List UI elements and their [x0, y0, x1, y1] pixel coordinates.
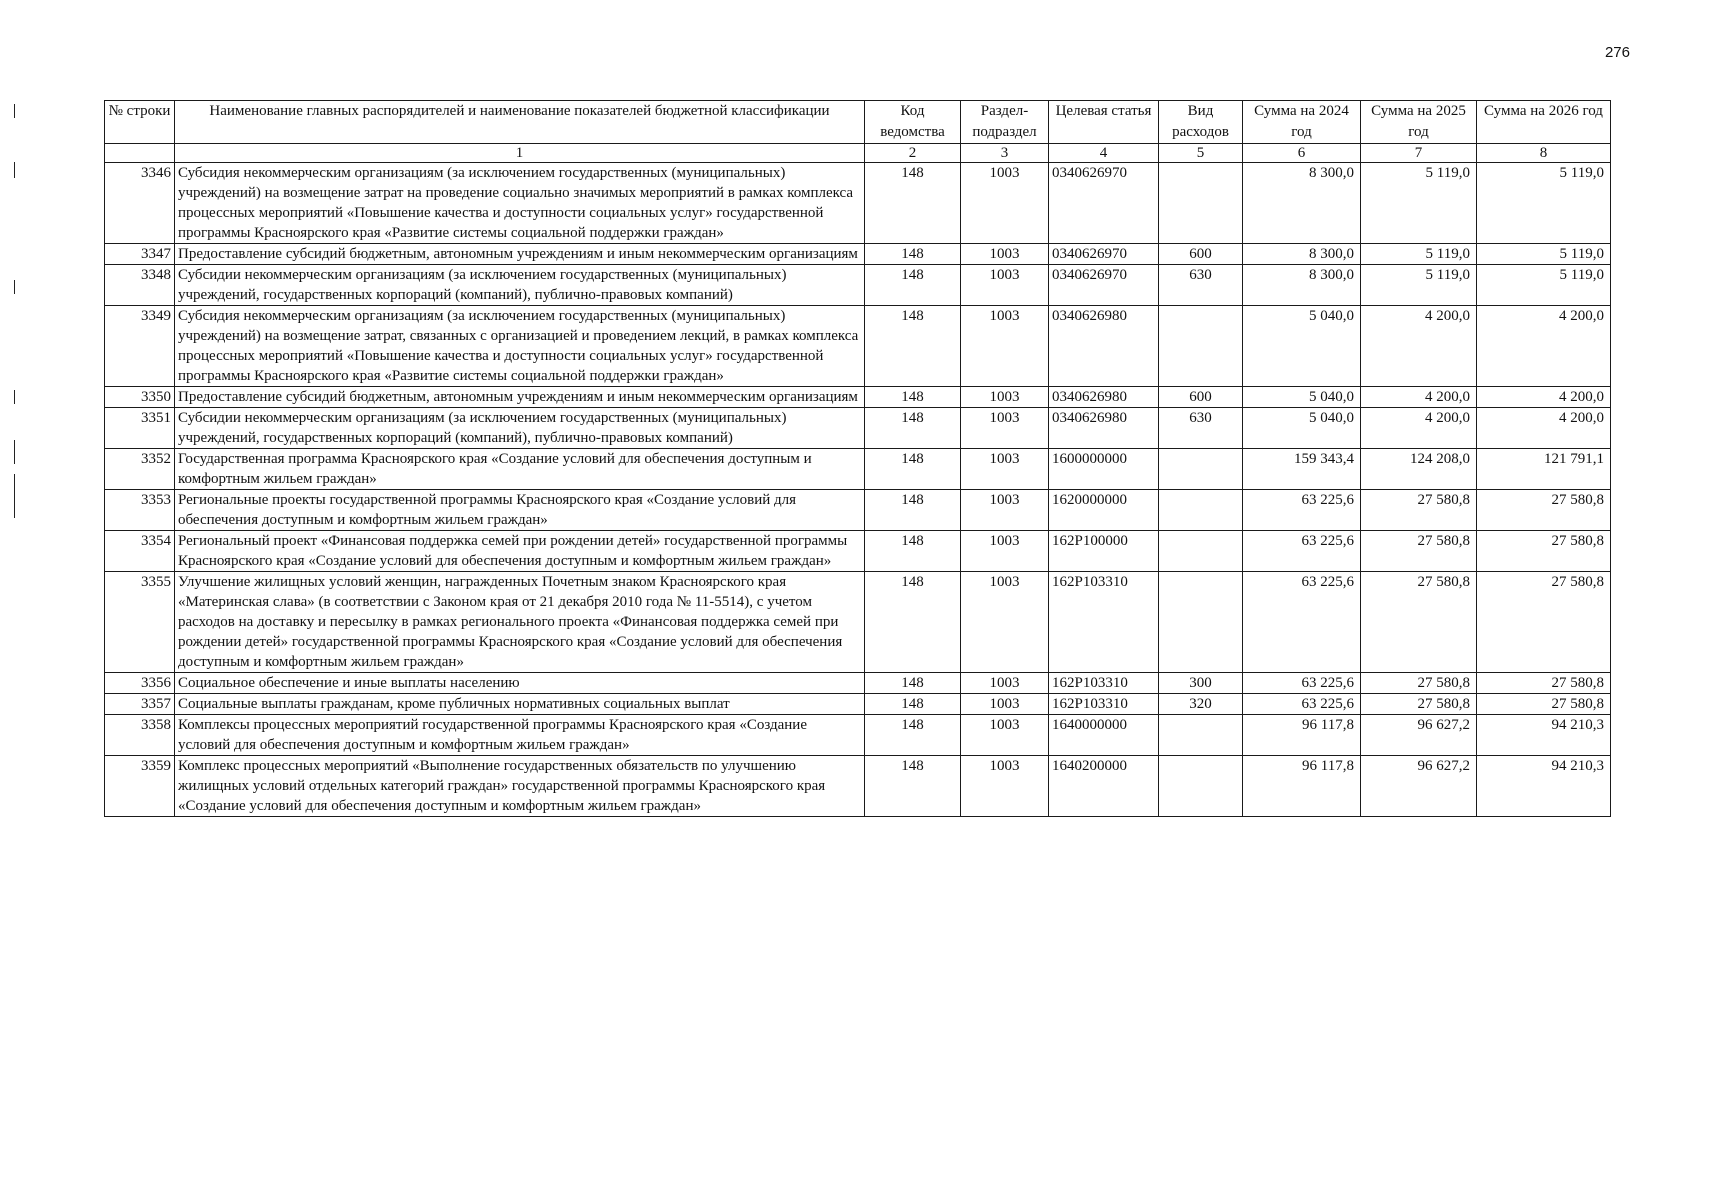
section-code: 1003	[961, 756, 1049, 817]
expense-type	[1159, 756, 1243, 817]
row-name: Предоставление субсидий бюджетным, автономным учреждениям и иным некоммерческим организациям	[175, 244, 865, 265]
target-article: 0340626970	[1049, 265, 1159, 306]
sum-2026: 27 580,8	[1477, 572, 1611, 673]
section-code: 1003	[961, 408, 1049, 449]
table-row	[105, 756, 1611, 817]
table-row	[105, 715, 1611, 756]
sum-2025: 27 580,8	[1361, 531, 1477, 572]
row-number: 3359	[105, 756, 175, 817]
sum-2025: 27 580,8	[1361, 694, 1477, 715]
sum-2026: 94 210,3	[1477, 715, 1611, 756]
col-header-section: Раздел-подраздел	[961, 101, 1049, 144]
target-article: 162P103310	[1049, 572, 1159, 673]
department-code: 148	[865, 265, 961, 306]
department-code: 148	[865, 306, 961, 387]
row-number: 3352	[105, 449, 175, 490]
sum-2026: 5 119,0	[1477, 163, 1611, 244]
sum-2025: 27 580,8	[1361, 673, 1477, 694]
table-row	[105, 163, 1611, 244]
expense-type: 600	[1159, 387, 1243, 408]
department-code: 148	[865, 490, 961, 531]
department-code: 148	[865, 756, 961, 817]
target-article: 1620000000	[1049, 490, 1159, 531]
column-number: 7	[1361, 144, 1477, 163]
sum-2024: 5 040,0	[1243, 387, 1361, 408]
column-number: 4	[1049, 144, 1159, 163]
target-article: 0340626980	[1049, 408, 1159, 449]
margin-mark	[14, 474, 15, 518]
sum-2024: 63 225,6	[1243, 694, 1361, 715]
sum-2026: 27 580,8	[1477, 531, 1611, 572]
target-article: 0340626970	[1049, 163, 1159, 244]
target-article: 1640000000	[1049, 715, 1159, 756]
expense-type	[1159, 306, 1243, 387]
sum-2026: 4 200,0	[1477, 387, 1611, 408]
row-number: 3358	[105, 715, 175, 756]
row-number: 3351	[105, 408, 175, 449]
header-row	[105, 101, 1611, 144]
row-name: Комплексы процессных мероприятий государственной программы Красноярского края «Создание условий для обеспечения доступным и комфортным жильем граждан»	[175, 715, 865, 756]
sum-2025: 5 119,0	[1361, 265, 1477, 306]
table-row	[105, 265, 1611, 306]
sum-2024: 63 225,6	[1243, 531, 1361, 572]
table-row	[105, 387, 1611, 408]
sum-2026: 4 200,0	[1477, 408, 1611, 449]
target-article: 1600000000	[1049, 449, 1159, 490]
section-code: 1003	[961, 387, 1049, 408]
table-row	[105, 306, 1611, 387]
section-code: 1003	[961, 531, 1049, 572]
expense-type	[1159, 490, 1243, 531]
section-code: 1003	[961, 673, 1049, 694]
sum-2024: 96 117,8	[1243, 715, 1361, 756]
expense-type	[1159, 572, 1243, 673]
table-row	[105, 673, 1611, 694]
margin-mark	[14, 162, 15, 178]
row-number: 3353	[105, 490, 175, 531]
sum-2026: 4 200,0	[1477, 306, 1611, 387]
sum-2026: 121 791,1	[1477, 449, 1611, 490]
sum-2024: 96 117,8	[1243, 756, 1361, 817]
section-code: 1003	[961, 715, 1049, 756]
sum-2026: 27 580,8	[1477, 673, 1611, 694]
sum-2026: 27 580,8	[1477, 490, 1611, 531]
col-header-name: Наименование главных распорядителей и наименование показателей бюджетной классификации	[175, 101, 865, 144]
col-header-sum-2026: Сумма на 2026 год	[1477, 101, 1611, 144]
margin-mark	[14, 390, 15, 404]
department-code: 148	[865, 449, 961, 490]
department-code: 148	[865, 531, 961, 572]
sum-2025: 4 200,0	[1361, 408, 1477, 449]
column-number: 6	[1243, 144, 1361, 163]
sum-2025: 96 627,2	[1361, 756, 1477, 817]
row-number: 3346	[105, 163, 175, 244]
expense-type	[1159, 163, 1243, 244]
target-article: 0340626980	[1049, 306, 1159, 387]
expense-type	[1159, 715, 1243, 756]
department-code: 148	[865, 572, 961, 673]
sum-2026: 5 119,0	[1477, 244, 1611, 265]
sum-2024: 5 040,0	[1243, 408, 1361, 449]
row-number: 3348	[105, 265, 175, 306]
row-name: Региональные проекты государственной программы Красноярского края «Создание условий для обеспечения доступным и комфортным жильем граждан»	[175, 490, 865, 531]
section-code: 1003	[961, 490, 1049, 531]
sum-2024: 8 300,0	[1243, 163, 1361, 244]
column-number: 5	[1159, 144, 1243, 163]
department-code: 148	[865, 408, 961, 449]
col-header-sum-2024: Сумма на 2024 год	[1243, 101, 1361, 144]
table-row	[105, 531, 1611, 572]
column-number-row	[105, 144, 1611, 163]
department-code: 148	[865, 673, 961, 694]
budget-table	[104, 100, 1611, 817]
sum-2025: 4 200,0	[1361, 387, 1477, 408]
row-number: 3356	[105, 673, 175, 694]
margin-mark	[14, 104, 15, 118]
column-number: 2	[865, 144, 961, 163]
target-article: 162P103310	[1049, 694, 1159, 715]
table-row	[105, 572, 1611, 673]
expense-type: 300	[1159, 673, 1243, 694]
sum-2024: 63 225,6	[1243, 490, 1361, 531]
table-row	[105, 449, 1611, 490]
sum-2025: 27 580,8	[1361, 572, 1477, 673]
margin-mark	[14, 280, 15, 294]
sum-2025: 27 580,8	[1361, 490, 1477, 531]
expense-type: 600	[1159, 244, 1243, 265]
row-number: 3355	[105, 572, 175, 673]
row-name: Субсидия некоммерческим организациям (за исключением государственных (муниципальных) учреждений) на возмещение затрат, связанных с организацией и проведением лекций, в рамках комплекса процессных мероприятий «Повышение качества и доступности социальных услуг» государственной программы Красноярского края «Развитие системы социальной поддержки граждан»	[175, 306, 865, 387]
col-header-department-code: Код ведомства	[865, 101, 961, 144]
sum-2024: 8 300,0	[1243, 265, 1361, 306]
expense-type	[1159, 531, 1243, 572]
row-number: 3349	[105, 306, 175, 387]
row-name: Улучшение жилищных условий женщин, награжденных Почетным знаком Красноярского края «Материнская слава» (в соответствии с Законом края от 21 декабря 2010 года № 11-5514), с учетом расходов на доставку и пересылку в рамках регионального проекта «Финансовая поддержка семей при рождении детей» государственной программы Красноярского края «Создание условий для обеспечения доступным и комфортным жильем граждан»	[175, 572, 865, 673]
row-name: Комплекс процессных мероприятий «Выполнение государственных обязательств по улучшению жилищных условий отдельных категорий граждан» государственной программы Красноярского края «Создание условий для обеспечения доступным и комфортным жильем граждан»	[175, 756, 865, 817]
row-name: Социальное обеспечение и иные выплаты населению	[175, 673, 865, 694]
row-name: Предоставление субсидий бюджетным, автономным учреждениям и иным некоммерческим организациям	[175, 387, 865, 408]
sum-2026: 27 580,8	[1477, 694, 1611, 715]
sum-2025: 124 208,0	[1361, 449, 1477, 490]
expense-type: 320	[1159, 694, 1243, 715]
sum-2024: 63 225,6	[1243, 673, 1361, 694]
section-code: 1003	[961, 265, 1049, 306]
row-number: 3357	[105, 694, 175, 715]
margin-mark	[14, 440, 15, 464]
section-code: 1003	[961, 449, 1049, 490]
sum-2024: 5 040,0	[1243, 306, 1361, 387]
sum-2025: 4 200,0	[1361, 306, 1477, 387]
sum-2026: 94 210,3	[1477, 756, 1611, 817]
row-name: Субсидия некоммерческим организациям (за исключением государственных (муниципальных) учреждений) на возмещение затрат на проведение социально значимых мероприятий в рамках комплекса процессных мероприятий «Повышение качества и доступности социальных услуг» государственной программы Красноярского края «Развитие системы социальной поддержки граждан»	[175, 163, 865, 244]
target-article: 0340626970	[1049, 244, 1159, 265]
sum-2024: 63 225,6	[1243, 572, 1361, 673]
target-article: 162P103310	[1049, 673, 1159, 694]
column-number: 1	[175, 144, 865, 163]
section-code: 1003	[961, 244, 1049, 265]
row-name: Региональный проект «Финансовая поддержка семей при рождении детей» государственной программы Красноярского края «Создание условий для обеспечения доступным и комфортным жильем граждан»	[175, 531, 865, 572]
target-article: 162P100000	[1049, 531, 1159, 572]
row-number: 3350	[105, 387, 175, 408]
table-row	[105, 490, 1611, 531]
sum-2024: 159 343,4	[1243, 449, 1361, 490]
column-number: 3	[961, 144, 1049, 163]
row-name: Государственная программа Красноярского края «Создание условий для обеспечения доступным и комфортным жильем граждан»	[175, 449, 865, 490]
section-code: 1003	[961, 306, 1049, 387]
col-header-expense-type: Вид расходов	[1159, 101, 1243, 144]
column-number	[105, 144, 175, 163]
sum-2024: 8 300,0	[1243, 244, 1361, 265]
sum-2026: 5 119,0	[1477, 265, 1611, 306]
table-row	[105, 694, 1611, 715]
expense-type: 630	[1159, 265, 1243, 306]
target-article: 0340626980	[1049, 387, 1159, 408]
expense-type: 630	[1159, 408, 1243, 449]
sum-2025: 5 119,0	[1361, 244, 1477, 265]
column-number: 8	[1477, 144, 1611, 163]
section-code: 1003	[961, 163, 1049, 244]
row-name: Субсидии некоммерческим организациям (за исключением государственных (муниципальных) учреждений, государственных корпораций (компаний), публично-правовых компаний)	[175, 265, 865, 306]
department-code: 148	[865, 694, 961, 715]
section-code: 1003	[961, 572, 1049, 673]
target-article: 1640200000	[1049, 756, 1159, 817]
col-header-target-article: Целевая статья	[1049, 101, 1159, 144]
sum-2025: 96 627,2	[1361, 715, 1477, 756]
department-code: 148	[865, 244, 961, 265]
col-header-row-number: № строки	[105, 101, 175, 144]
page-number: 276	[1604, 44, 1630, 61]
row-name: Субсидии некоммерческим организациям (за исключением государственных (муниципальных) учреждений, государственных корпораций (компаний), публично-правовых компаний)	[175, 408, 865, 449]
col-header-sum-2025: Сумма на 2025 год	[1361, 101, 1477, 144]
department-code: 148	[865, 387, 961, 408]
table-row	[105, 244, 1611, 265]
table-row	[105, 408, 1611, 449]
row-name: Социальные выплаты гражданам, кроме публичных нормативных социальных выплат	[175, 694, 865, 715]
expense-type	[1159, 449, 1243, 490]
row-number: 3354	[105, 531, 175, 572]
sum-2025: 5 119,0	[1361, 163, 1477, 244]
section-code: 1003	[961, 694, 1049, 715]
department-code: 148	[865, 715, 961, 756]
department-code: 148	[865, 163, 961, 244]
row-number: 3347	[105, 244, 175, 265]
